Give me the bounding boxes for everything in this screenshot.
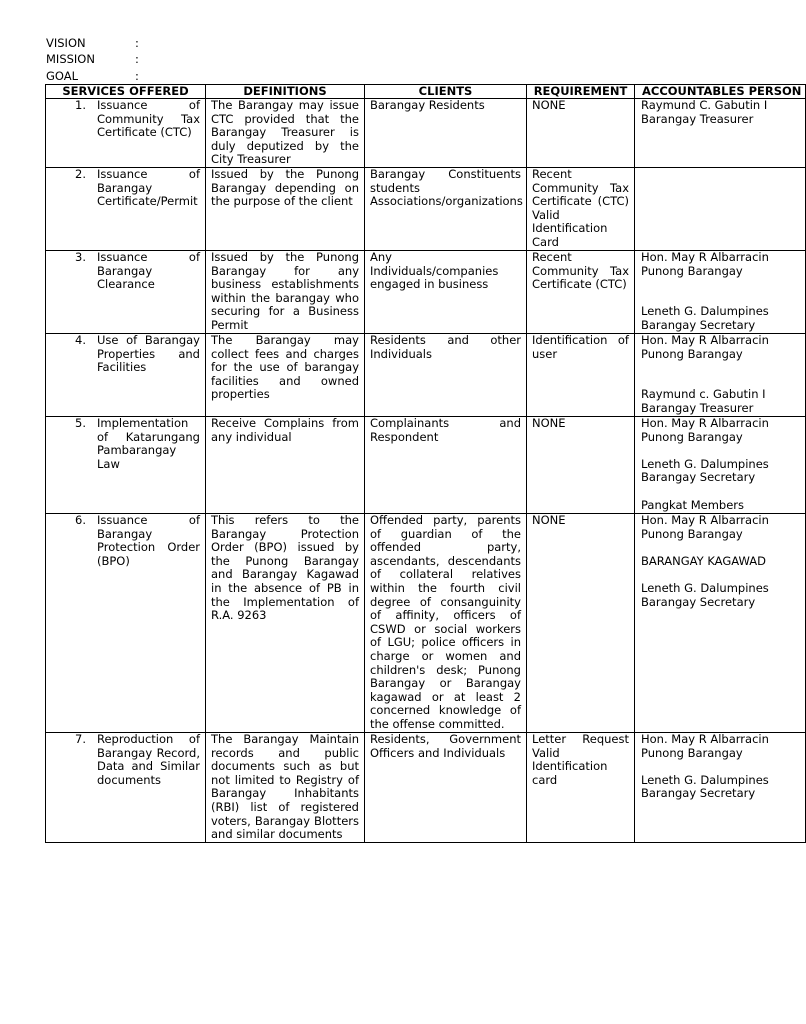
- service-text: Reproduction of Barangay Record, Data and Similar documents: [97, 732, 200, 787]
- accountable-line: [641, 568, 800, 582]
- mission-colon: :: [135, 52, 139, 67]
- accountables-cell: [635, 514, 806, 733]
- accountable-line: [641, 541, 800, 555]
- definition-cell: The Barangay Maintain records and public documents such as but not limited to Registry of Barangay Inhabitants (RBI) list of registered voters, Barangay Blotters and similar documents: [206, 733, 365, 843]
- clients-cell: Complainants and Respondent: [365, 417, 527, 514]
- clients-cell: Barangay Constituents students Associations/organizations: [365, 168, 527, 251]
- services-table: [45, 84, 806, 843]
- accountable-line: [641, 361, 800, 375]
- accountable-line: [641, 278, 800, 292]
- accountables-cell: [635, 417, 806, 514]
- column-header-clients: CLIENTS: [365, 85, 527, 99]
- service-text: Use of Barangay Properties and Facilities: [97, 333, 200, 375]
- accountable-line: Hon. May R Albarracin: [641, 513, 769, 527]
- definition-cell: This refers to the Barangay Protection Order (BPO) issued by the Punong Barangay and Barangay Kagawad in the absence of PB in the Implementation of R.A. 9263: [206, 514, 365, 733]
- accountable-line: [641, 485, 800, 499]
- column-header-services: SERVICES OFFERED: [46, 85, 206, 99]
- accountables-cell: [635, 99, 806, 168]
- column-header-accountables: ACCOUNTABLES PERSON: [635, 85, 806, 99]
- service-number: 6.: [75, 513, 86, 527]
- requirement-cell: NONE: [527, 514, 635, 733]
- service-number: 7.: [75, 732, 86, 746]
- accountable-line: [641, 760, 800, 774]
- definition-cell: The Barangay may issue CTC provided that the Barangay Treasurer is duly deputized by the City Treasurer: [206, 99, 365, 168]
- accountable-line: Barangay Secretary: [641, 470, 756, 485]
- mission-label: MISSION: [46, 52, 95, 67]
- accountable-line: BARANGAY KAGAWAD: [641, 553, 766, 568]
- requirement-cell: Recent Community Tax Certificate (CTC): [527, 251, 635, 334]
- table-row: [46, 334, 806, 417]
- table-row: [46, 99, 806, 168]
- service-cell: [46, 99, 206, 168]
- column-header-requirement: REQUIREMENT: [527, 85, 635, 99]
- accountable-line: Hon. May R Albarracin: [641, 333, 769, 347]
- table-row: [46, 514, 806, 733]
- accountable-line: Leneth G. Dalumpines: [641, 456, 769, 471]
- accountable-line: [641, 444, 800, 458]
- accountable-line: Punong Barangay: [641, 263, 743, 278]
- accountable-line: Leneth G. Dalumpines: [641, 580, 769, 595]
- accountables-cell: [635, 251, 806, 334]
- service-cell: [46, 251, 206, 334]
- column-header-definitions: DEFINITIONS: [206, 85, 365, 99]
- service-cell: [46, 334, 206, 417]
- accountable-line: Raymund C. Gabutin I: [641, 98, 768, 112]
- accountable-line: Punong Barangay: [641, 429, 743, 444]
- accountable-line: Leneth G. Dalumpines: [641, 304, 769, 319]
- accountable-line: Barangay Treasurer: [641, 111, 754, 126]
- accountable-line: Barangay Secretary: [641, 786, 756, 801]
- service-text: Issuance of Barangay Certificate/Permit: [97, 167, 200, 209]
- requirement-cell: Letter Request Valid Identification card: [527, 733, 635, 843]
- accountable-line: [641, 375, 800, 389]
- service-text: Implementation of Katarungang Pambarangay Law: [97, 416, 200, 471]
- accountable-line: Punong Barangay: [641, 526, 743, 541]
- clients-cell: Any Individuals/companies engaged in business: [365, 251, 527, 334]
- table-row: [46, 168, 806, 251]
- requirement-cell: Identification of user: [527, 334, 635, 417]
- accountable-line: Punong Barangay: [641, 346, 743, 361]
- clients-cell: Offended party, parents of guardian of the offended party, ascendants, descendants of collateral relatives within the fourth civil degree of consanguinity of affinity, officers of CSWD or social workers of LGU; police officers in charge or women and children's desk; Punong Barangay or Barangay kagawad or at least 2 concerned knowledge of the offense committed.: [365, 514, 527, 733]
- accountable-line: Hon. May R Albarracin: [641, 416, 769, 430]
- accountables-cell: [635, 168, 806, 251]
- accountable-line: Hon. May R Albarracin: [641, 250, 769, 264]
- clients-cell: Residents, Government Officers and Individuals: [365, 733, 527, 843]
- accountables-cell: [635, 334, 806, 417]
- definition-cell: Receive Complains from any individual: [206, 417, 365, 514]
- accountable-line: Barangay Secretary: [641, 317, 756, 332]
- accountable-line: Raymund c. Gabutin I: [641, 387, 766, 402]
- goal-label: GOAL: [46, 68, 79, 83]
- table-row: [46, 417, 806, 514]
- accountable-line: Pangkat Members: [641, 497, 745, 512]
- definition-cell: The Barangay may collect fees and charges for the use of barangay facilities and owned properties: [206, 334, 365, 417]
- clients-cell: Barangay Residents: [365, 99, 527, 168]
- vision-label: VISION: [46, 36, 86, 50]
- service-number: 4.: [75, 333, 86, 347]
- requirement-cell: NONE: [527, 417, 635, 514]
- accountable-line: Barangay Treasurer: [641, 400, 754, 415]
- accountables-cell: [635, 733, 806, 843]
- table-header-row: [46, 85, 806, 99]
- requirement-cell: NONE: [527, 99, 635, 168]
- service-text: Issuance of Barangay Clearance: [97, 250, 200, 292]
- table-row: [46, 251, 806, 334]
- definition-cell: Issued by the Punong Barangay for any business establishments within the barangay who securing for a Business Permit: [206, 251, 365, 334]
- definition-cell: Issued by the Punong Barangay depending on the purpose of the client: [206, 168, 365, 251]
- clients-cell: Residents and other Individuals: [365, 334, 527, 417]
- service-cell: [46, 514, 206, 733]
- service-cell: [46, 417, 206, 514]
- service-text: Issuance of Barangay Protection Order (BPO): [97, 513, 200, 568]
- accountable-line: Punong Barangay: [641, 745, 743, 760]
- accountable-line: [641, 292, 800, 306]
- service-cell: [46, 168, 206, 251]
- accountable-line: Leneth G. Dalumpines: [641, 772, 769, 787]
- table-row: [46, 733, 806, 843]
- service-text: Issuance of Community Tax Certificate (CTC): [97, 98, 200, 140]
- service-number: 5.: [75, 416, 86, 430]
- service-number: 1.: [75, 98, 86, 112]
- goal-colon: :: [135, 68, 139, 83]
- service-number: 2.: [75, 167, 86, 181]
- accountable-line: Hon. May R Albarracin: [641, 732, 769, 746]
- vision-colon: :: [135, 36, 139, 50]
- service-number: 3.: [75, 250, 86, 264]
- accountable-line: Barangay Secretary: [641, 594, 756, 609]
- service-cell: [46, 733, 206, 843]
- requirement-cell: Recent Community Tax Certificate (CTC) Valid Identification Card: [527, 168, 635, 251]
